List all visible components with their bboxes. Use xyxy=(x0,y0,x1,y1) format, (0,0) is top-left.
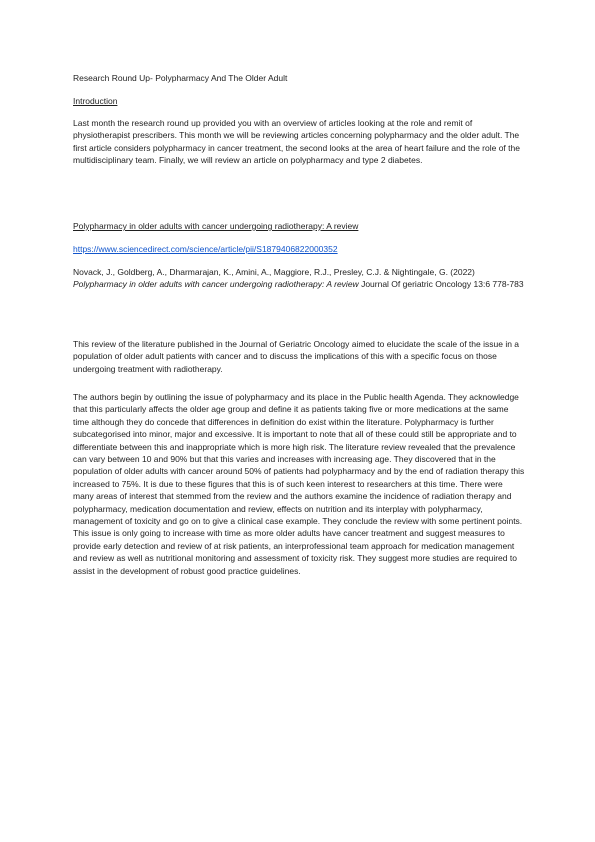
body-paragraph: This review of the literature published in the Journal of Geriatric Oncology aimed to elucidate the scale of the issue in a population of older adult patients with cancer and to discuss the implications of this with a specific focus on those undergoing treatment with radiotherapy. xyxy=(73,339,520,374)
body-paragraph: The authors begin by outlining the issue of polypharmacy and its place in the Public health Agenda. They acknowledge that this particularly affects the older age group and define it as patients taking five or more medications at the same time although they do concede that differences in definition do exist within the literature. Polypharmacy is further subcategorised into minor, major and excessive. It is important to note that all of these could still be appropriate and to differentiate between this and inappropriate which is more high risk. The literature review revealed that the prevalence can vary between 10 and 90% but that this varies and increases with increasing age. They discovered that in the population of older adults with cancer around 50% of patients had polypharmacy and by the end of radiation therapy this increased to 75%. It is due to these figures that this is of such keen interest to researchers at this time. There were many areas of interest that stemmed from the review and the authors examine the incidence of radiation therapy and polypharmacy, medication documentation and review, effects on nutrition and its interplay with polypharmacy, management of toxicity and go on to give a clinical case example. They conclude the review with some pertinent points. This issue is only going to increase with time as more older adults have cancer treatment and suggest measures to provide early detection and review of at risk patients, an interprofessional team approach for medication management and review as well as nutritional monitoring and assessment of toxicity risk. They suggest more studies are required to assist in the development of robust good practice guidelines. xyxy=(73,392,525,576)
article-title: Polypharmacy in older adults with cancer undergoing radiotherapy: A review xyxy=(73,221,359,231)
citation-source: Journal Of geriatric Oncology 13:6 778-783 xyxy=(358,279,524,290)
intro-paragraph: Last month the research round up provided you with an overview of articles looking at the role and remit of physiotherapist prescribers. This month we will be reviewing articles concerning polypharmacy and the older adult. The first article considers polypharmacy in cancer treatment, the second looks at the area of heart failure and the role of the multidisciplinary team. Finally, we will review an article on polypharmacy and type 2 diabetes. xyxy=(73,118,520,166)
document-title: Research Round Up- Polypharmacy And The Older Adult xyxy=(73,73,288,83)
article-citation xyxy=(73,266,525,291)
article-link[interactable]: https://www.sciencedirect.com/science/article/pii/S1879406822000352 xyxy=(73,244,338,254)
section-heading-introduction: Introduction xyxy=(73,96,118,106)
citation-title: Polypharmacy in older adults with cancer undergoing radiotherapy: A review xyxy=(73,279,359,290)
citation-authors: Novack, J., Goldberg, A., Dharmarajan, K., Amini, A., Maggiore, R.J., Presley, C.J. & Nightingale, G. (2022) xyxy=(73,267,475,277)
